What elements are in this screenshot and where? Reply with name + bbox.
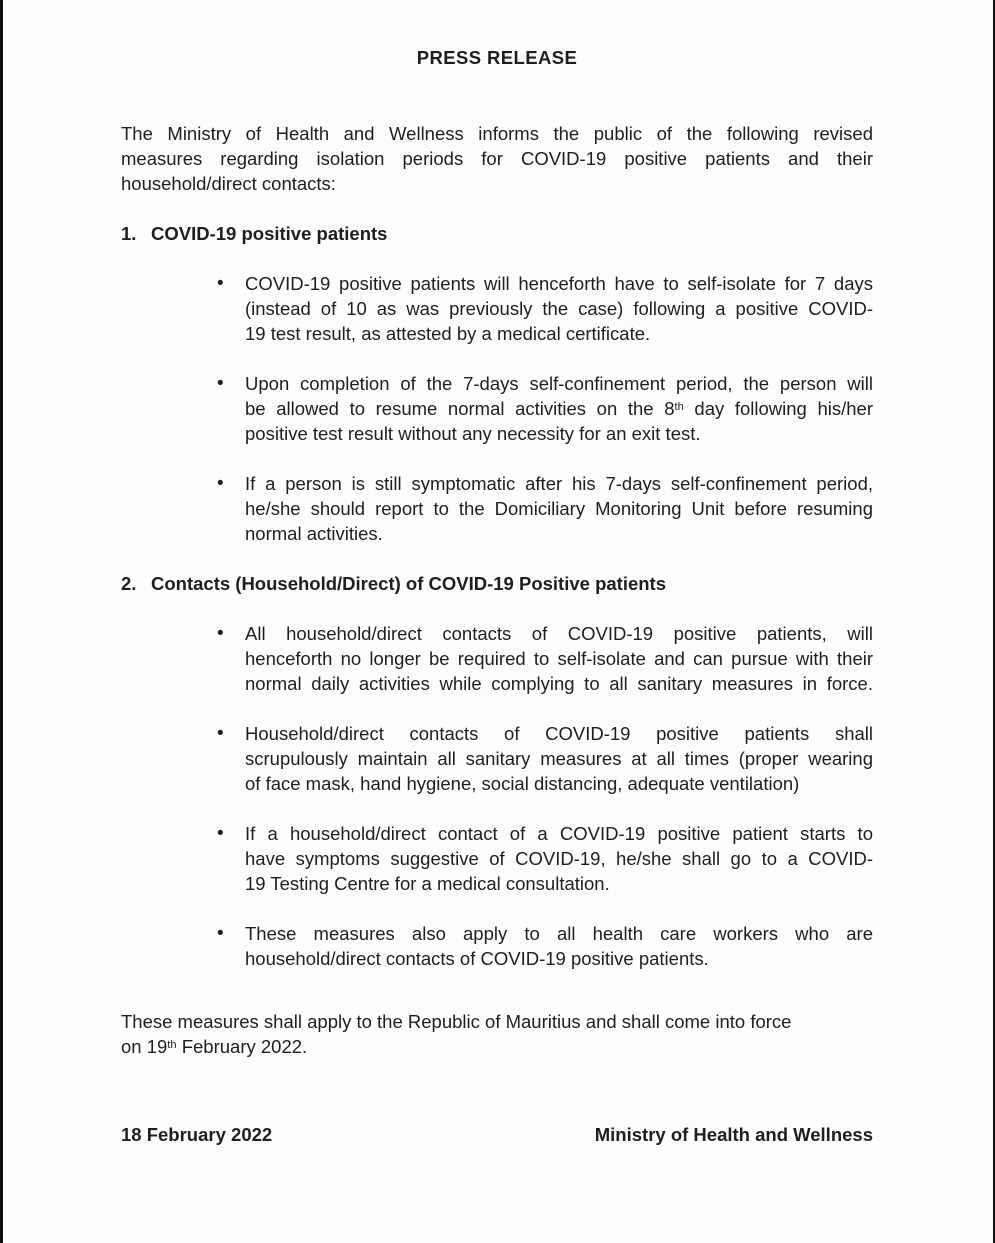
bullet-icon: • — [217, 373, 224, 394]
list-item — [121, 921, 873, 971]
bullet-icon: • — [217, 273, 224, 294]
bullet-text: Household/direct contacts of COVID-19 positive patients shall scrupulously maintain all sanitary measures at all times (proper wearing of face mask, hand hygiene, social distancing, adequate ventilation) — [245, 723, 873, 794]
footer — [121, 1122, 873, 1147]
section-2-heading — [121, 571, 873, 596]
section-2-number: 2. — [121, 573, 137, 594]
section-1-heading — [121, 221, 873, 246]
list-item — [121, 821, 873, 896]
list-item — [121, 271, 873, 346]
bullet-icon: • — [217, 923, 224, 944]
bullet-icon: • — [217, 823, 224, 844]
list-item — [121, 471, 873, 546]
closing-paragraph: These measures shall apply to the Republic of Mauritius and shall come into force on 19th February 2022. — [121, 1011, 792, 1057]
bullet-icon: • — [217, 723, 224, 744]
bullet-text: If a household/direct contact of a COVID-19 positive patient starts to have symptoms suggestive of COVID-19, he/she shall go to a COVID- 19 Testing Centre for a medical consultation. — [245, 823, 873, 894]
bullet-text: COVID-19 positive patients will henceforth have to self-isolate for 7 days (instead of 10 as was previously the case) following a positive COVID- 19 test result, as attested by a medical certificate. — [245, 273, 873, 344]
list-item — [121, 621, 873, 696]
list-item — [121, 721, 873, 796]
section-2-title: Contacts (Household/Direct) of COVID-19 Positive patients — [151, 573, 666, 594]
page-content — [3, 0, 993, 1147]
bullet-text: If a person is still symptomatic after his 7-days self-confinement period, he/she should report to the Domiciliary Monitoring Unit before resuming normal activities. — [245, 473, 873, 544]
bullet-icon: • — [217, 623, 224, 644]
page-title: PRESS RELEASE — [416, 47, 578, 68]
bullet-text: All household/direct contacts of COVID-19 positive patients, will henceforth no longer be required to self-isolate and can pursue with their normal daily activities while complying to all sanitary measures in force. — [245, 623, 873, 694]
bullet-text: Upon completion of the 7-days self-confinement period, the person will be allowed to resume normal activities on the 8th day following his/her positive test result without any necessity for an exit test. — [245, 373, 873, 444]
bullet-text: These measures also apply to all health care workers who are household/direct contacts of COVID-19 positive patients. — [245, 923, 873, 969]
bullet-icon: • — [217, 473, 224, 494]
footer-date: 18 February 2022 — [121, 1124, 273, 1145]
footer-signature: Ministry of Health and Wellness — [594, 1124, 873, 1145]
list-item — [121, 371, 873, 446]
section-1-number: 1. — [121, 223, 137, 244]
section-1-title: COVID-19 positive patients — [151, 223, 388, 244]
intro-paragraph: The Ministry of Health and Wellness informs the public of the following revised measures regarding isolation periods for COVID-19 positive patients and their household/direct contacts: — [121, 123, 873, 194]
